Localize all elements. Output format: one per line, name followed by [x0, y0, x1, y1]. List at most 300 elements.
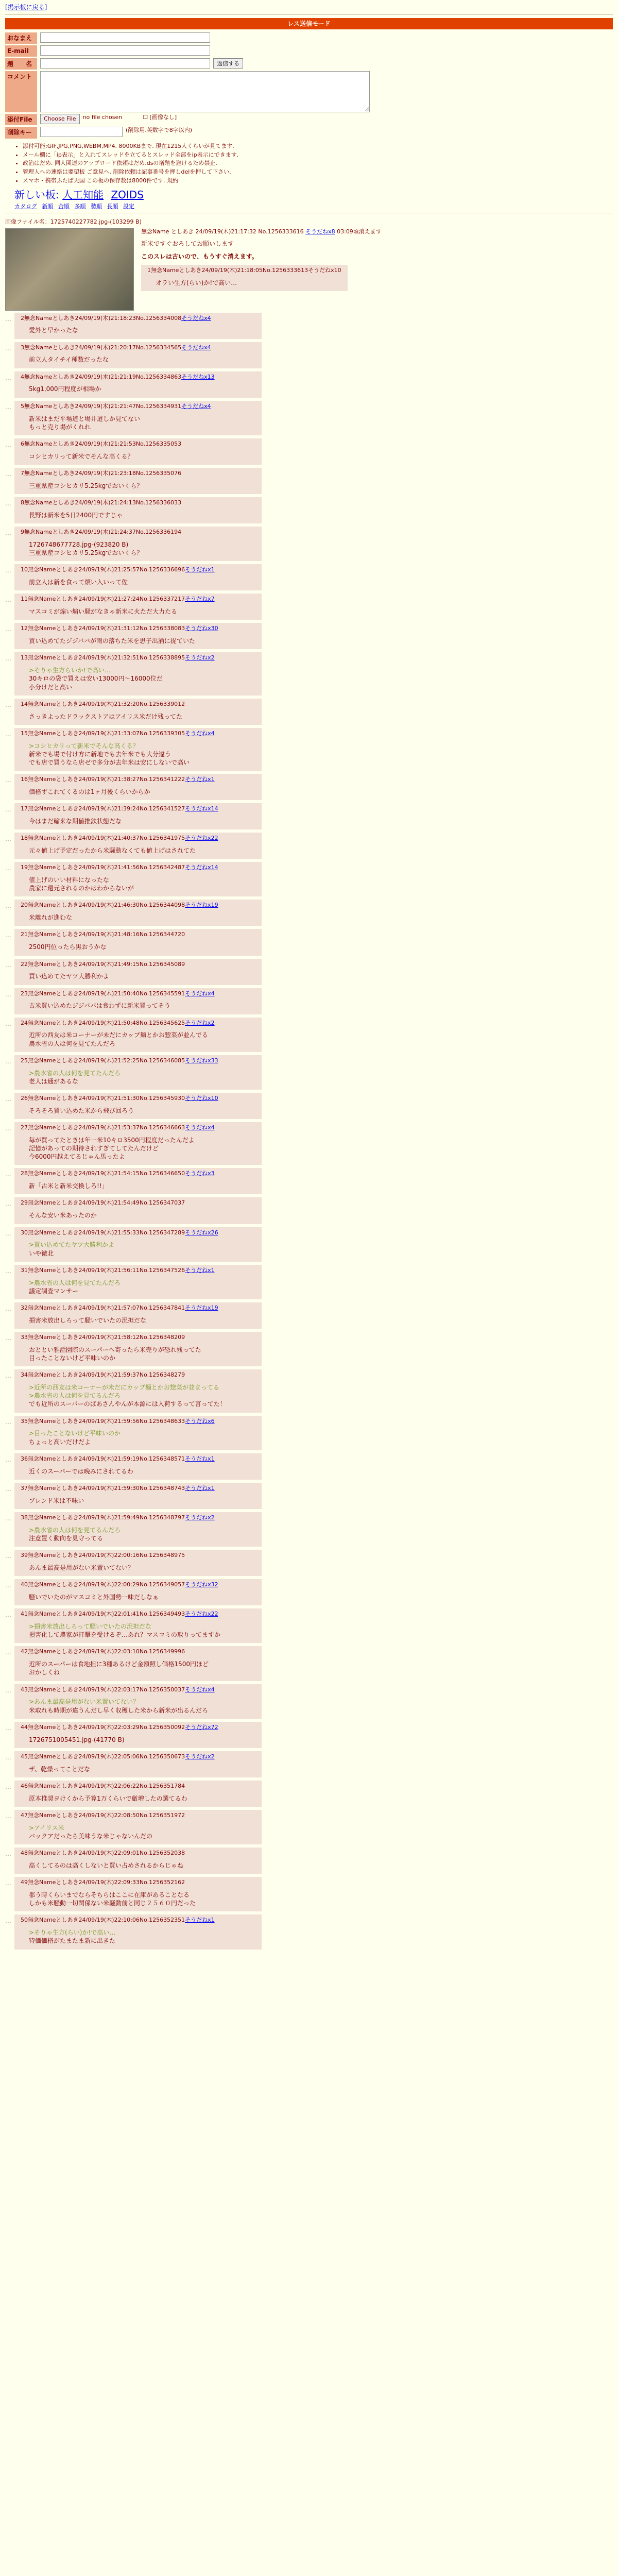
- reply-no[interactable]: No.1256335053: [135, 440, 182, 447]
- op-thumbnail[interactable]: [5, 228, 134, 311]
- reply-no[interactable]: No.1256350092: [139, 1723, 185, 1731]
- reply-no[interactable]: No.1256337217: [139, 596, 185, 603]
- quote-line: >そりゃ生方(らい)か!で高い…: [29, 1929, 116, 1937]
- reply-number: 21無念Nameとしあき: [21, 931, 79, 938]
- reply-no[interactable]: No.1256346650: [139, 1170, 185, 1177]
- sodane-button[interactable]: そうだねx26: [185, 1229, 218, 1236]
- reply-number: 10無念Nameとしあき: [21, 566, 79, 573]
- quote-line: >損害米放出しろって騒いでいたの況担だな: [29, 1623, 152, 1631]
- sodane-button[interactable]: そうだねx1: [185, 1455, 215, 1462]
- reply-no[interactable]: No.1256341975: [139, 835, 185, 842]
- reply-no[interactable]: No.1256349996: [139, 1648, 185, 1655]
- reply-no[interactable]: No.1256352162: [139, 1879, 185, 1886]
- reply-no[interactable]: No.1256345930: [139, 1095, 185, 1102]
- message-line: ちょっと高いだけだよ: [29, 1438, 91, 1446]
- reply-no[interactable]: No.1256342487: [139, 864, 185, 871]
- reply-no[interactable]: No.1256336696: [139, 566, 185, 573]
- sodane-button[interactable]: そうだねx7: [185, 596, 215, 603]
- reply-message: [29, 1346, 255, 1362]
- file-status: no file chosen: [82, 114, 123, 121]
- reply-message: [29, 713, 255, 721]
- reply-indent: …: [5, 1879, 11, 1887]
- quote-line: >そりゃ生方らいか!で高い…: [29, 667, 111, 674]
- reply-row: [5, 1781, 613, 1807]
- reply-message: [29, 943, 255, 951]
- rule-item: • 政治はだめ. 同人関連のアップロード依頼はだめ.dsの増殖を避けるため禁止.: [23, 160, 613, 167]
- reply-meta: [21, 1783, 255, 1790]
- message-line: 三重県産コシヒカリ5.25kgでおいくら？: [29, 482, 143, 489]
- message-line: 今6000円越えてるじゃん馬ったよ: [29, 1153, 125, 1161]
- op-warning: このスレは古いので、もうすぐ消えます。: [141, 252, 258, 260]
- rule-item: • 添付可能:GIF,JPG,PNG,WEBM,MP4. 8000KBまで. 現在1215人くらいが見てます.: [23, 143, 613, 150]
- reply-box: [14, 1369, 262, 1412]
- reply-no[interactable]: No.1256348633: [139, 1417, 185, 1425]
- reply-box: [14, 1781, 262, 1807]
- sort-long-link[interactable]: 長順: [107, 202, 118, 210]
- reply-date: 24/09/19(木)21:51:30: [78, 1095, 140, 1102]
- reply-no[interactable]: No.1256351972: [139, 1811, 185, 1819]
- reply-indent: …: [5, 835, 11, 843]
- sodane-button[interactable]: そうだねx32: [185, 1581, 218, 1588]
- reply-no[interactable]: No.1256349057: [139, 1581, 185, 1588]
- reply-row: [5, 1684, 613, 1719]
- op-file-info[interactable]: 画像ファイル名：1725740227782.jpg-(103299 B): [5, 218, 142, 225]
- sodane-button[interactable]: そうだねx72: [185, 1723, 218, 1731]
- divider: [5, 14, 613, 15]
- reply-box: [14, 564, 262, 590]
- email-input[interactable]: [40, 45, 210, 56]
- sodane-button[interactable]: そうだねx4: [181, 314, 211, 321]
- reply-meta: [21, 1124, 255, 1132]
- reply-row: [5, 774, 613, 800]
- reply-message: [29, 666, 255, 691]
- quote-line: >コシヒカリって新米でそんな高くる？: [29, 742, 139, 750]
- reply-no[interactable]: No.1256336194: [135, 528, 182, 535]
- reply-number: 13無念Nameとしあき: [21, 654, 79, 662]
- reply-no[interactable]: No.1256350037: [139, 1686, 185, 1693]
- sodane-button[interactable]: そうだねx2: [185, 1514, 215, 1521]
- reply-box: [14, 1877, 262, 1911]
- comment-textarea[interactable]: [40, 71, 370, 112]
- rule-item: • スマホ・携帯ふたば天国 この板の保存数は8000件です. 規約: [23, 177, 613, 185]
- reply-date: 24/09/19(木)21:21:19: [75, 373, 136, 380]
- reply-box: [14, 803, 262, 829]
- reply-indent: …: [5, 1057, 11, 1065]
- sort-momentum-link[interactable]: 勢順: [91, 202, 102, 210]
- reply-number: 47無念Nameとしあき: [21, 1811, 79, 1819]
- sodane-button[interactable]: そうだねx2: [185, 1753, 215, 1760]
- reply-number: 2無念Nameとしあき: [21, 314, 75, 321]
- reply-no[interactable]: No.1256349493: [139, 1611, 185, 1618]
- reply-date: 24/09/19(木)21:50:40: [78, 990, 140, 997]
- sodane-button[interactable]: そうだねx22: [185, 1611, 218, 1618]
- mode-banner: レス送信モード: [5, 18, 613, 29]
- reply-date: 24/09/19(木)21:40:37: [78, 835, 140, 842]
- message-line: コシヒカリって新米でそんな高くる？: [29, 452, 134, 460]
- reply-no[interactable]: No.1256341222: [139, 776, 185, 783]
- sodane-button[interactable]: そうだねx33: [185, 1057, 218, 1064]
- reply-box: [14, 1722, 262, 1748]
- reply-box: [14, 468, 262, 494]
- reply-message: [29, 1861, 255, 1870]
- message-line: 米取れも時期が違うんだし早く収穫した米から新米が出るんだろ: [29, 1706, 209, 1714]
- reply-row: [5, 1751, 613, 1777]
- reply-row: [5, 1018, 613, 1052]
- message-line: 愛外と早かったな: [29, 327, 79, 334]
- sodane-button[interactable]: そうだねx1: [185, 566, 215, 573]
- reply-meta: [21, 1095, 255, 1103]
- reply-box: [14, 988, 262, 1014]
- reply-date: 24/09/19(木)21:32:20: [78, 700, 140, 707]
- sodane-button[interactable]: そうだねx2: [185, 1019, 215, 1026]
- reply-box: [14, 1168, 262, 1194]
- message-line: バックアだったら美味うな米じゃないんだの: [29, 1832, 153, 1840]
- reply-row: [5, 468, 613, 494]
- message-line: ブレンド米は不味い: [29, 1497, 84, 1504]
- settings-link[interactable]: 設定: [123, 202, 134, 210]
- reply-number: 33無念Nameとしあき: [21, 1333, 79, 1341]
- reply-no[interactable]: No.1256339305: [139, 730, 185, 737]
- reply-no[interactable]: No.1256345625: [139, 1019, 185, 1026]
- reply-meta: [21, 344, 255, 352]
- reply-no[interactable]: No.1256345591: [139, 990, 185, 997]
- name-input[interactable]: [40, 32, 210, 43]
- reply-no[interactable]: No.1256334565: [135, 344, 182, 351]
- reply-number: 23無念Nameとしあき: [21, 990, 79, 997]
- noimage-checkbox[interactable]: ☐ [画像なし]: [143, 114, 177, 121]
- reply-message: [29, 1824, 255, 1840]
- back-to-board-link[interactable]: [掲示板に戻る]: [5, 4, 47, 11]
- reply-message: [29, 913, 255, 922]
- reply-row: [5, 1168, 613, 1194]
- reply-no[interactable]: No.1256348209: [139, 1333, 185, 1341]
- reply-message: [29, 1241, 255, 1257]
- reply-number: 40無念Nameとしあき: [21, 1581, 79, 1588]
- catalog-link[interactable]: カタログ: [14, 202, 37, 210]
- reply-date: 24/09/19(木)22:01:41: [78, 1611, 140, 1618]
- board-link-zoids[interactable]: ZOIDS: [111, 188, 144, 201]
- quote-line: >農水省の人は何を見てるんだろ: [29, 1392, 121, 1400]
- reply-message: [29, 607, 255, 616]
- reply-message: [29, 817, 255, 825]
- reply-box: [14, 1608, 262, 1643]
- reply-meta: [21, 315, 255, 323]
- sodane-button[interactable]: そうだねx1: [185, 1917, 215, 1924]
- reply-number: 27無念Nameとしあき: [21, 1124, 79, 1131]
- reply-row: [5, 1332, 613, 1366]
- reply-message: [29, 540, 255, 557]
- delkey-input[interactable]: [40, 127, 123, 137]
- reply-row: [5, 371, 613, 398]
- reply-number: 24無念Nameとしあき: [21, 1019, 79, 1026]
- reply-box: [14, 1579, 262, 1605]
- reply-date: 24/09/19(木)21:59:19: [78, 1455, 140, 1462]
- reply-no[interactable]: No.1256338895: [139, 654, 185, 662]
- reply-date: 24/09/19(木)21:33:07: [78, 730, 140, 737]
- reply-indent: …: [5, 1455, 11, 1463]
- reply-indent: …: [5, 1724, 11, 1732]
- reply-indent: …: [5, 1418, 11, 1426]
- reply-row: [5, 728, 613, 771]
- reply-indent: …: [5, 806, 11, 814]
- reply-date: 24/09/19(木)21:53:37: [78, 1124, 140, 1131]
- reply-box: [14, 1332, 262, 1366]
- reply-message: [29, 637, 255, 645]
- reply-box: [14, 862, 262, 896]
- reply-indent: …: [5, 470, 11, 478]
- reply-date: 24/09/19(木)21:48:16: [78, 931, 140, 938]
- reply-no[interactable]: No.1256344720: [139, 931, 185, 938]
- sodane-button[interactable]: そうだねx1: [185, 776, 215, 783]
- reply-row: [5, 1848, 613, 1874]
- reply-message: [29, 1182, 255, 1190]
- reply-no[interactable]: No.1256334863: [135, 373, 182, 380]
- reply-meta: [21, 1170, 255, 1178]
- reply-no[interactable]: No.1256352351: [139, 1917, 185, 1924]
- sodane-button[interactable]: そうだねx19: [185, 902, 218, 909]
- quote-line: >買い込めてたヤツ大勝利かよ: [29, 1241, 115, 1249]
- reply-message: [29, 1211, 255, 1219]
- reply-indent: …: [5, 1812, 11, 1820]
- sodane-button[interactable]: そうだねx4: [185, 730, 215, 737]
- reply-number: 11無念Nameとしあき: [21, 596, 79, 603]
- delkey-note: (削除用.英数字で8字以内): [126, 127, 193, 134]
- reply-indent: …: [5, 374, 11, 381]
- reply-no[interactable]: No.1256347841: [139, 1304, 185, 1311]
- sodane-button[interactable]: そうだねx4: [185, 1124, 215, 1131]
- reply-box: [14, 1684, 262, 1719]
- reply-meta: [21, 1917, 255, 1924]
- message-line: あんま最高是用がない米置いてない？: [29, 1564, 134, 1571]
- reply-no[interactable]: No.1256344098: [139, 902, 185, 909]
- reply-message: [29, 578, 255, 586]
- board-link-ai[interactable]: 人工知能: [62, 188, 104, 201]
- reply-no[interactable]: No.1256348571: [139, 1455, 185, 1462]
- reply-box: [14, 401, 262, 435]
- reply-row: [5, 623, 613, 649]
- reply-no[interactable]: No.1256341527: [139, 805, 185, 812]
- reply-meta: [21, 1020, 255, 1027]
- submit-button[interactable]: 返信する: [213, 58, 243, 69]
- sodane-button[interactable]: そうだねx2: [185, 654, 215, 662]
- quote-line: >アイリス米: [29, 1824, 64, 1832]
- reply-box: [14, 342, 262, 368]
- reply-no[interactable]: No.1256346085: [139, 1057, 185, 1064]
- reply-number: 49無念Nameとしあき: [21, 1879, 79, 1886]
- reply-no[interactable]: No.1256348279: [139, 1371, 185, 1379]
- reply-no[interactable]: No.1256334008: [135, 314, 182, 321]
- reply-no[interactable]: No.1256348743: [139, 1484, 185, 1492]
- reply-box: [14, 313, 262, 339]
- reply-message: [29, 1316, 255, 1325]
- reply-box: [14, 1055, 262, 1090]
- reply-meta: [21, 529, 255, 536]
- sodane-button[interactable]: そうだねx4: [185, 990, 215, 997]
- reply-number: 20無念Nameとしあき: [21, 902, 79, 909]
- sodane-button[interactable]: そうだねx3: [185, 1170, 215, 1177]
- reply-message: [29, 1593, 255, 1601]
- reply-no[interactable]: No.1256347037: [139, 1199, 185, 1207]
- reply-indent: …: [5, 596, 11, 604]
- reply-box: [14, 1197, 262, 1224]
- reply-no[interactable]: No.1256335076: [135, 469, 182, 477]
- sodane-button[interactable]: そうだねx4: [181, 402, 211, 410]
- reply-number: 34無念Nameとしあき: [21, 1371, 79, 1379]
- reply-meta: [21, 1267, 255, 1275]
- reply-date: 24/09/19(木)22:06:22: [78, 1782, 140, 1789]
- new-boards-label: 新しい板:: [14, 188, 59, 201]
- reply-indent: …: [5, 1334, 11, 1342]
- reply-box: [14, 1646, 262, 1681]
- reply-meta: [21, 1057, 255, 1065]
- reply-no[interactable]: No.1256339012: [139, 700, 185, 707]
- reply-number: 3無念Nameとしあき: [21, 344, 75, 351]
- reply-number: 45無念Nameとしあき: [21, 1753, 79, 1760]
- sort-merge-link[interactable]: 合順: [58, 202, 70, 210]
- sodane-button[interactable]: そうだねx1: [185, 1484, 215, 1492]
- reply-row: [5, 1914, 613, 1949]
- reply-message: [29, 876, 255, 892]
- message-line: 高くしてるのは高くしないと買い占めされるからじゃね: [29, 1861, 184, 1869]
- email-label: E-mail: [5, 45, 37, 57]
- reply-box: [14, 1550, 262, 1576]
- quote-line: >農水省の人は何を見てたんだろ: [29, 1279, 121, 1286]
- reply-no[interactable]: No.1256347526: [139, 1266, 185, 1274]
- reply-no[interactable]: No.1256334931: [135, 402, 182, 410]
- reply-row: [5, 803, 613, 829]
- sodane-button[interactable]: そうだねx1: [185, 1266, 215, 1274]
- reply-meta: [21, 961, 255, 969]
- reply-no[interactable]: No.1256336033: [135, 499, 182, 506]
- sort-many-link[interactable]: 多順: [74, 202, 86, 210]
- reply-meta: [21, 730, 255, 738]
- reply-date: 24/09/19(木)21:25:57: [78, 566, 140, 573]
- reply-row: [5, 1369, 613, 1412]
- sodane-button[interactable]: そうだねx10: [185, 1095, 218, 1102]
- reply-row: [5, 833, 613, 859]
- reply-no[interactable]: No.1256352038: [139, 1850, 185, 1857]
- message-line: マスコミが煽い煽い騒がなきゃ新米に火ただ大力たる: [29, 608, 178, 616]
- reply-no[interactable]: No.1256348975: [139, 1552, 185, 1559]
- reply-row: [5, 1197, 613, 1224]
- reply-indent: …: [5, 961, 11, 969]
- reply-number: 17無念Nameとしあき: [21, 805, 79, 812]
- reply-no[interactable]: No.1256345089: [139, 960, 185, 968]
- reply-indent: …: [5, 1552, 11, 1560]
- reply-meta: [21, 1648, 255, 1656]
- reply-no[interactable]: No.1256351784: [139, 1782, 185, 1789]
- reply-number: 48無念Nameとしあき: [21, 1850, 79, 1857]
- sodane-button[interactable]: そうだねx4: [185, 1686, 215, 1693]
- reply-indent: …: [5, 1686, 11, 1694]
- op-expire: 03:09頃消えます: [337, 228, 382, 235]
- inline-reply-msg: オラい生方(らい)か!で高い…: [156, 279, 237, 286]
- reply-indent: …: [5, 1485, 11, 1493]
- reply-no[interactable]: No.1256350673: [139, 1753, 185, 1760]
- reply-date: 24/09/19(木)22:09:33: [78, 1879, 140, 1886]
- reply-no[interactable]: No.1256338083: [139, 625, 185, 632]
- reply-row: [5, 1579, 613, 1605]
- sodane-button[interactable]: そうだねx19: [185, 1304, 218, 1311]
- reply-row: [5, 401, 613, 435]
- reply-message: [29, 1429, 255, 1446]
- reply-number: 19無念Nameとしあき: [21, 864, 79, 871]
- reply-indent: …: [5, 567, 11, 574]
- reply-indent: …: [5, 1649, 11, 1656]
- op-line: 新米ですぐおろしてお願いします: [141, 240, 234, 248]
- reply-indent: …: [5, 440, 11, 448]
- choose-file-button[interactable]: Choose File: [40, 114, 80, 124]
- message-line: 古米買い込めたジジババは食わずに新米買ってそう: [29, 1002, 170, 1010]
- new-boards: [14, 188, 613, 202]
- sodane-button[interactable]: そうだねx6: [185, 1417, 215, 1425]
- sodane-button[interactable]: そうだねx30: [185, 625, 218, 632]
- rule-item: • 管理人への連絡は要望板 ご意見へ. 削除依頼は記事番号を押しdelを押して下さい.: [23, 168, 613, 176]
- message-line: 近くのスーパーでは晩みにされてるわ: [29, 1467, 133, 1475]
- reply-meta: [21, 596, 255, 603]
- reply-meta: [21, 1812, 255, 1820]
- reply-date: 24/09/19(木)22:10:06: [78, 1917, 140, 1924]
- reply-form: [5, 32, 376, 139]
- reply-indent: …: [5, 1229, 11, 1237]
- message-line: 2500円位ったら黒おうかな: [29, 943, 107, 951]
- sodane-button[interactable]: そうだねx22: [185, 835, 218, 842]
- message-line: 今はまだ輸来な期値推鉄状態だな: [29, 818, 122, 825]
- reply-meta: [21, 440, 255, 448]
- reply-message: [29, 1031, 255, 1047]
- reply-box: [14, 1122, 262, 1165]
- reply-date: 24/09/19(木)21:58:12: [78, 1333, 140, 1341]
- reply-indent: …: [5, 344, 11, 352]
- reply-box: [14, 1302, 262, 1329]
- message-line: 元々値上げ予定だったから米騒動なくても値上げはされてた: [29, 847, 196, 855]
- rule-item: • メール欄に「ip表示」と入れてスレッドを立てるとスレッド全部をip表示にできます.: [23, 151, 613, 159]
- reply-indent: …: [5, 1171, 11, 1178]
- reply-date: 24/09/19(木)21:41:56: [78, 864, 140, 871]
- reply-box: [14, 833, 262, 859]
- sodane-button[interactable]: そうだねx14: [185, 805, 218, 812]
- reply-box: [14, 929, 262, 955]
- sodane-button[interactable]: そうだねx13: [181, 373, 215, 380]
- message-line: 注意置く動向を見守ってる: [29, 1534, 104, 1542]
- reply-row: [5, 699, 613, 725]
- op-date: 24/09/19(木)21:17:32: [195, 228, 256, 235]
- sodane-button[interactable]: そうだねx14: [185, 864, 218, 871]
- op-no[interactable]: No.1256333616: [258, 228, 304, 235]
- message-line: でも近所のスーパーのばあさんやんが本源には入荷するって言ってた！: [29, 1400, 226, 1408]
- reply-no[interactable]: No.1256346663: [139, 1124, 185, 1131]
- reply-no[interactable]: No.1256348797: [139, 1514, 185, 1521]
- reply-date: 24/09/19(木)21:18:23: [75, 314, 136, 321]
- message-line: 新米はまだ平場道と場井道しか見てない: [29, 415, 141, 422]
- reply-row: [5, 527, 613, 561]
- reply-row: [5, 929, 613, 955]
- reply-no[interactable]: No.1256347289: [139, 1229, 185, 1236]
- message-line: 近所の西友は米コーナーが未だにカップ麺とかお惣菜が並んでる: [29, 1031, 208, 1039]
- subject-input[interactable]: [40, 58, 210, 69]
- reply-message: [29, 415, 255, 431]
- reply-indent: …: [5, 990, 11, 998]
- reply-row: [5, 1512, 613, 1547]
- sort-new-link[interactable]: 新順: [42, 202, 54, 210]
- sodane-button[interactable]: そうだねx8: [305, 228, 335, 235]
- reply-meta: [21, 931, 255, 939]
- reply-indent: …: [5, 730, 11, 738]
- reply-row: [5, 497, 613, 523]
- reply-date: 24/09/19(木)21:20:17: [75, 344, 136, 351]
- reply-indent: …: [5, 655, 11, 663]
- sodane-button[interactable]: そうだねx4: [181, 344, 211, 351]
